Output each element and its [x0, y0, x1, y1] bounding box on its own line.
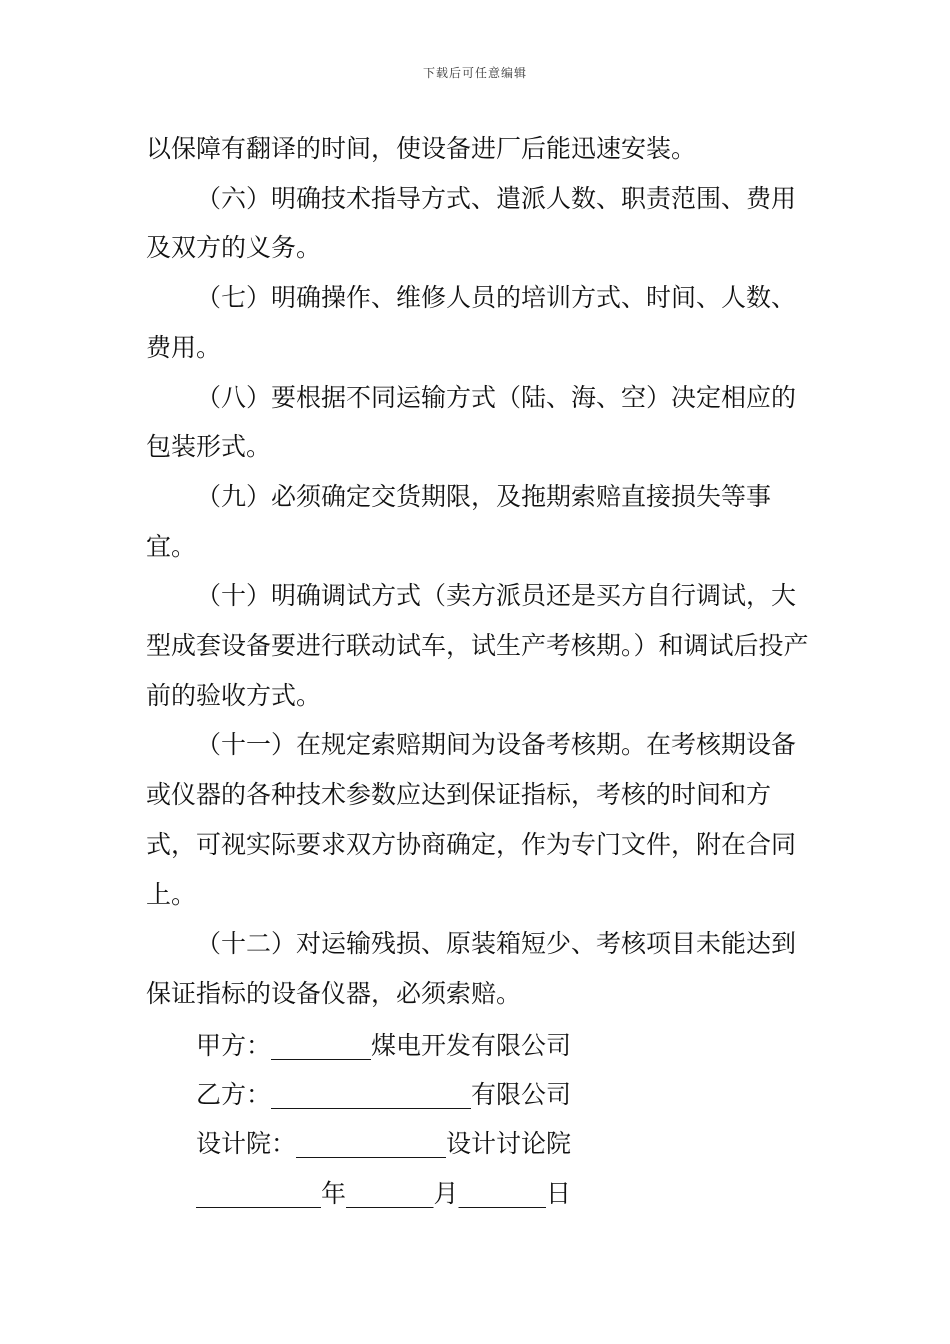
paragraph-item-12: （十二）对运输残损、原装箱短少、考核项目未能达到保证指标的设备仪器，必须索赔。 [146, 929, 797, 1008]
document-body [146, 124, 814, 1019]
paragraph-item-6: （六）明确技术指导方式、遣派人数、职责范围、费用及双方的义务。 [146, 183, 797, 263]
paragraph-item-8: （八）要根据不同运输方式（陆、海、空）决定相应的包装形式。 [146, 382, 797, 462]
paragraph-continuation: 以保障有翻译的时间，使设备进厂后能迅速安装。 [146, 134, 697, 163]
signature-party-b: 乙方：________________有限公司 [196, 1080, 572, 1109]
signature-design-institute: 设计院：____________设计讨论院 [196, 1129, 572, 1158]
paragraph-item-11: （十一）在规定索赔期间为设备考核期。在考核期设备或仪器的各种技术参数应达到保证指标，考核的时间和方式，可视实际要求双方协商确定，作为专门文件，附在合同上。 [146, 730, 797, 909]
paragraph-item-7: （七）明确操作、维修人员的培训方式、时间、人数、费用。 [146, 283, 797, 362]
signature-date: __________年_______月_______日 [196, 1179, 572, 1208]
paragraph-item-9: （九）必须确定交货期限，及拖期索赔直接损失等事宜。 [146, 481, 772, 561]
paragraph-item-10: （十）明确调试方式（卖方派员还是买方自行调试，大型成套设备要进行联动试车，试生产考核期。）和调试后投产前的验收方式。 [146, 581, 809, 710]
signature-party-a: 甲方：________煤电开发有限公司 [196, 1031, 572, 1060]
page-header-note: 下载后可任意编辑 [422, 66, 527, 80]
